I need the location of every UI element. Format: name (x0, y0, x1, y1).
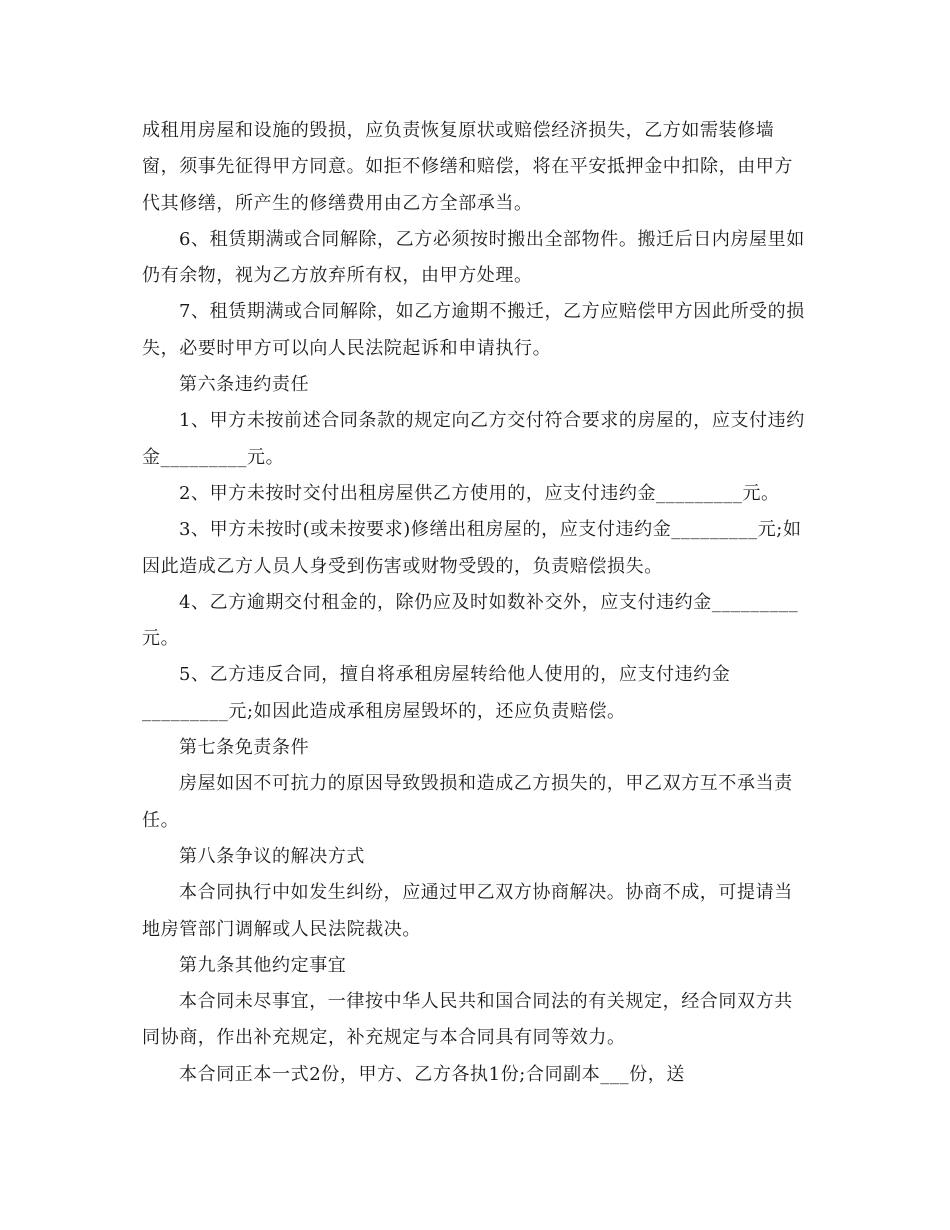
text-line: 因此造成乙方人员人身受到伤害或财物受毁的，负责赔偿损失。 (142, 555, 663, 577)
section-heading: 第八条争议的解决方式 (179, 845, 365, 867)
text-line: 同协商，作出补充规定，补充规定与本合同具有同等效力。 (142, 1027, 626, 1049)
clause-line: 1、甲方未按前述合同条款的规定向乙方交付符合要求的房屋的，应支付违约 (179, 410, 805, 432)
text-line: 仍有余物，视为乙方放弃所有权，由甲方处理。 (142, 265, 533, 287)
text-line: 地房管部门调解或人民法院裁决。 (142, 918, 421, 940)
clause-line: 4、乙方逾期交付租金的，除仍应及时如数补交外，应支付违约金_________ (179, 591, 799, 613)
text-line: 成租用房屋和设施的毁损，应负责恢复原状或赔偿经济损失，乙方如需装修墙 (142, 120, 775, 141)
section-heading: 第七条免责条件 (179, 737, 310, 759)
clause-line: 6、租赁期满或合同解除，乙方必须按时搬出全部物件。搬迁后日内房屋里如 (179, 228, 805, 250)
text-line: 失，必要时甲方可以向人民法院起诉和申请执行。 (142, 337, 552, 359)
clause-line: 7、租赁期满或合同解除，如乙方逾期不搬迁，乙方应赔偿甲方因此所受的损 (179, 301, 805, 323)
clause-line: 5、乙方违反合同，擅自将承租房屋转给他人使用的，应支付违约金 (179, 664, 731, 686)
text-line: 窗，须事先征得甲方同意。如拒不修缮和赔偿，将在平安抵押金中扣除，由甲方 (142, 156, 793, 178)
text-line: 元。 (142, 628, 180, 650)
text-line: 代其修缮，所产生的修缮费用由乙方全部承当。 (142, 192, 533, 214)
clause-line: 3、甲方未按时(或未按要求)修缮出租房屋的，应支付违约金_________元;如 (179, 519, 802, 541)
clause-line: 本合同正本一式2份，甲方、乙方各执1份;合同副本___份，送 (179, 1063, 685, 1085)
section-heading: 第六条违约责任 (179, 374, 310, 396)
clause-line: 2、甲方未按时交付出租房屋供乙方使用的，应支付违约金_________元。 (179, 482, 780, 504)
text-line: 金_________元。 (142, 446, 285, 468)
contract-body (142, 113, 807, 1093)
clause-line: 房屋如因不可抗力的原因导致毁损和造成乙方损失的，甲乙双方互不承当责 (179, 773, 793, 795)
text-line: 任。 (142, 809, 180, 831)
text-line: _________元;如因此造成承租房屋毁坏的，还应负责赔偿。 (142, 700, 626, 722)
clause-line: 本合同未尽事宜，一律按中华人民共和国合同法的有关规定，经合同双方共 (179, 991, 793, 1013)
section-heading: 第九条其他约定事宜 (179, 954, 347, 976)
clause-line: 本合同执行中如发生纠纷，应通过甲乙双方协商解决。协商不成，可提请当 (179, 882, 793, 904)
